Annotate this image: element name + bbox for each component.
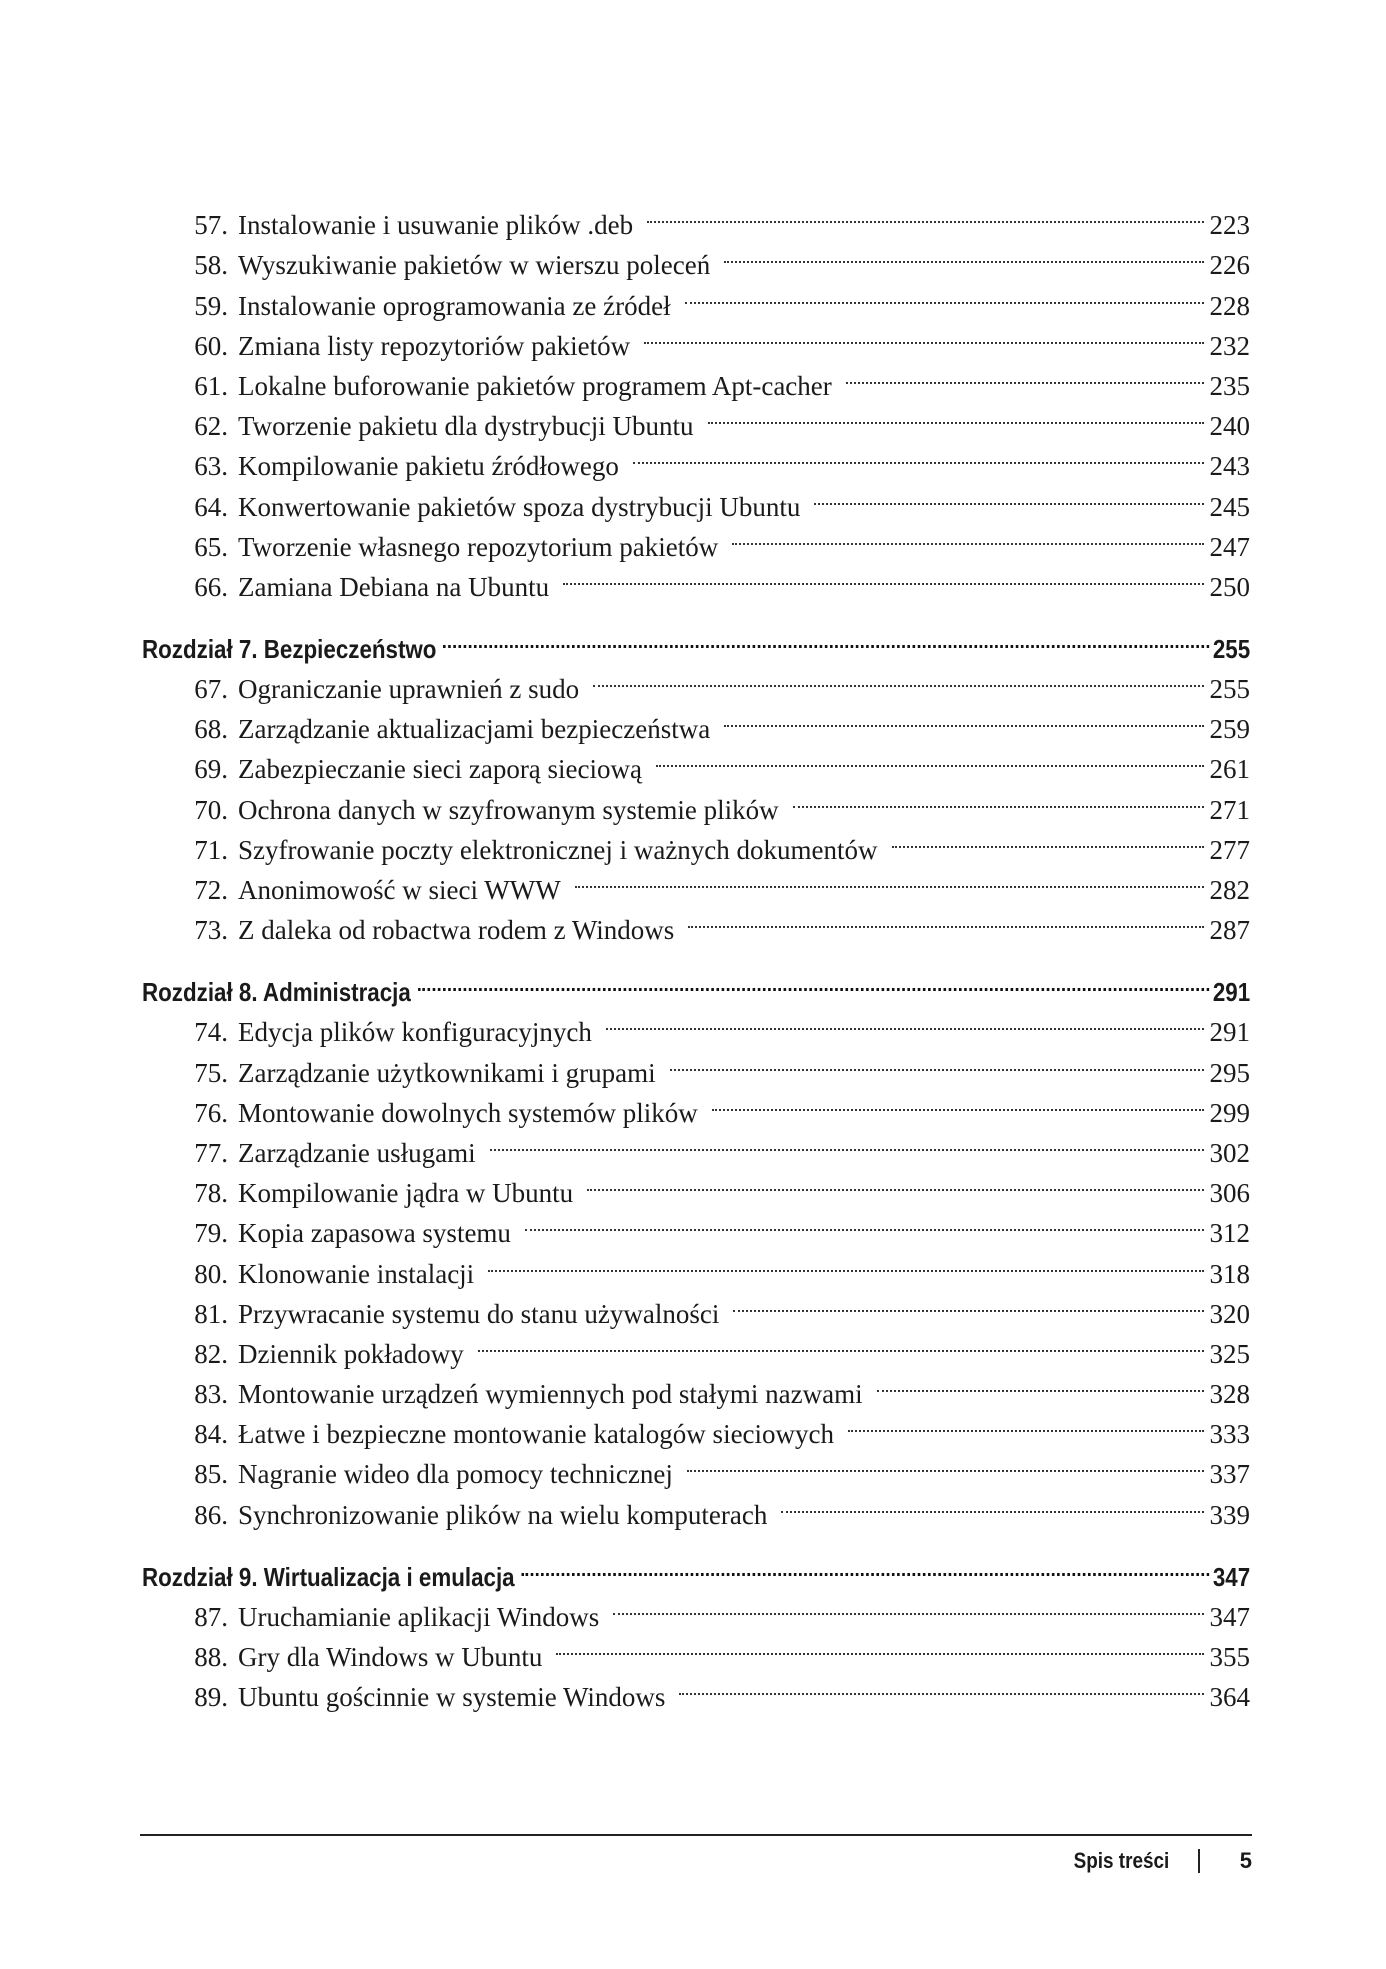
entry-title: Zarządzanie usługami bbox=[238, 1137, 476, 1168]
entry-number: 72. bbox=[194, 875, 228, 905]
table-of-contents bbox=[142, 194, 1251, 1713]
dot-leader bbox=[613, 1586, 1203, 1626]
entry-number: 71. bbox=[194, 834, 228, 865]
dot-leader bbox=[593, 658, 1203, 698]
footer-rule bbox=[140, 1834, 1252, 1836]
entry-number: 66. bbox=[194, 571, 228, 602]
chapter-page: 291 bbox=[1212, 977, 1251, 1008]
chapter-title: Rozdział 9. Wirtualizacja i emulacja bbox=[142, 1561, 515, 1592]
dot-leader bbox=[443, 618, 1209, 658]
entry-page: 355 bbox=[1209, 1642, 1250, 1672]
entry-title: Zarządzanie użytkownikami i grupami bbox=[238, 1057, 656, 1088]
dot-leader bbox=[685, 274, 1204, 314]
entry-title: Szyfrowanie poczty elektronicznej i ważnych dokumentów bbox=[238, 834, 878, 865]
entry-title: Lokalne buforowanie pakietów programem Apt-cacher bbox=[238, 370, 832, 401]
entry-title: Klonowanie instalacji bbox=[238, 1258, 475, 1289]
entry-page: 320 bbox=[1209, 1298, 1250, 1329]
entry-number: 62. bbox=[194, 411, 228, 442]
entry-page: 223 bbox=[1209, 210, 1250, 241]
dot-leader bbox=[478, 1323, 1204, 1363]
entry-page: 250 bbox=[1209, 571, 1250, 602]
entry-page: 287 bbox=[1209, 915, 1250, 946]
entry-page: 247 bbox=[1209, 531, 1250, 562]
entry-number: 88. bbox=[194, 1642, 228, 1672]
chapter-title: Rozdział 8. Administracja bbox=[142, 977, 411, 1008]
entries-group-d bbox=[142, 1586, 1250, 1713]
entry-title: Montowanie urządzeń wymiennych pod stałymi nazwami bbox=[238, 1379, 863, 1410]
dot-leader bbox=[732, 516, 1203, 556]
entry-title: Ograniczanie uprawnień z sudo bbox=[238, 674, 580, 705]
entry-title: Synchronizowanie plików na wielu komputerach bbox=[238, 1499, 768, 1530]
entries-group-c bbox=[142, 1001, 1250, 1530]
entry-title: Ochrona danych w szyfrowanym systemie plików bbox=[238, 794, 779, 825]
dot-leader bbox=[488, 1242, 1203, 1282]
entry-page: 306 bbox=[1209, 1178, 1250, 1209]
entry-number: 82. bbox=[194, 1338, 228, 1369]
dot-leader bbox=[724, 234, 1203, 274]
entry-page: 255 bbox=[1209, 674, 1250, 705]
entry-title: Konwertowanie pakietów spoza dystrybucji Ubuntu bbox=[238, 491, 801, 522]
entry-number: 81. bbox=[194, 1298, 228, 1329]
entry-page: 259 bbox=[1209, 714, 1250, 745]
entries-group-b bbox=[142, 658, 1250, 946]
dot-leader bbox=[644, 315, 1203, 355]
dot-leader bbox=[877, 1363, 1204, 1403]
entry-title: Uruchamianie aplikacji Windows bbox=[238, 1601, 600, 1632]
entry-number: 65. bbox=[194, 531, 228, 562]
dot-leader bbox=[656, 738, 1204, 778]
entry-page: 325 bbox=[1209, 1338, 1250, 1369]
dot-leader bbox=[647, 194, 1203, 234]
dot-leader bbox=[563, 556, 1203, 596]
entry-title: Kompilowanie jądra w Ubuntu bbox=[238, 1178, 574, 1209]
entry-page: 235 bbox=[1209, 370, 1250, 401]
entry-page: 347 bbox=[1209, 1601, 1250, 1632]
entry-number: 85. bbox=[194, 1459, 228, 1490]
chapter-page: 255 bbox=[1212, 633, 1251, 664]
entry-number: 73. bbox=[194, 915, 228, 946]
entry-title: Instalowanie oprogramowania ze źródeł bbox=[238, 290, 671, 321]
entry-number: 63. bbox=[194, 451, 228, 482]
entry-number: 74. bbox=[194, 1017, 228, 1048]
dot-leader bbox=[814, 475, 1203, 515]
entry-page: 282 bbox=[1209, 875, 1250, 905]
entry-page: 232 bbox=[1209, 330, 1250, 361]
entry-number: 75. bbox=[194, 1057, 228, 1088]
entry-number: 64. bbox=[194, 491, 228, 522]
entry-number: 87. bbox=[194, 1601, 228, 1632]
entry-title: Zmiana listy repozytoriów pakietów bbox=[238, 330, 631, 361]
entry-number: 69. bbox=[194, 754, 228, 785]
entry-title: Przywracanie systemu do stanu używalności bbox=[238, 1298, 720, 1329]
entry-page: 339 bbox=[1209, 1499, 1250, 1530]
entry-title: Kompilowanie pakietu źródłowego bbox=[238, 451, 619, 482]
entry-page: 245 bbox=[1209, 491, 1250, 522]
dot-leader bbox=[490, 1122, 1204, 1162]
dot-leader bbox=[708, 395, 1204, 435]
dot-leader bbox=[846, 355, 1204, 395]
entry-number: 77. bbox=[194, 1137, 228, 1168]
entry-title: Wyszukiwanie pakietów w wierszu poleceń bbox=[238, 250, 711, 281]
entry-page: 302 bbox=[1209, 1137, 1250, 1168]
entry-page: 291 bbox=[1209, 1017, 1250, 1048]
entry-number: 80. bbox=[194, 1258, 228, 1289]
dot-leader bbox=[733, 1283, 1203, 1323]
dot-leader bbox=[525, 1202, 1204, 1242]
entry-page: 333 bbox=[1209, 1419, 1250, 1450]
entry-page: 240 bbox=[1209, 411, 1250, 442]
entry-number: 59. bbox=[194, 290, 228, 321]
dot-leader bbox=[679, 1666, 1203, 1706]
entry-title: Z daleka od robactwa rodem z Windows bbox=[238, 915, 675, 946]
entry-page: 337 bbox=[1209, 1459, 1250, 1490]
entry-number: 89. bbox=[194, 1682, 228, 1713]
entry-number: 84. bbox=[194, 1419, 228, 1450]
entry-title: Montowanie dowolnych systemów plików bbox=[238, 1097, 698, 1128]
entry-number: 76. bbox=[194, 1097, 228, 1128]
entry-title: Edycja plików konfiguracyjnych bbox=[238, 1017, 592, 1048]
entry-title: Zamiana Debiana na Ubuntu bbox=[238, 571, 550, 602]
footer-page-number: 5 bbox=[1239, 1848, 1252, 1873]
dot-leader bbox=[670, 1041, 1204, 1081]
dot-leader bbox=[587, 1162, 1203, 1202]
dot-leader bbox=[781, 1483, 1203, 1523]
chapter-title: Rozdział 7. Bezpieczeństwo bbox=[142, 633, 437, 664]
dot-leader bbox=[575, 859, 1204, 899]
dot-leader bbox=[688, 899, 1203, 939]
entry-title: Instalowanie i usuwanie plików .deb bbox=[238, 210, 634, 241]
entry-title: Zabezpieczanie sieci zaporą sieciową bbox=[238, 754, 642, 785]
entry-page: 226 bbox=[1209, 250, 1250, 281]
entry-number: 79. bbox=[194, 1218, 228, 1249]
entry-number: 86. bbox=[194, 1499, 228, 1530]
entry-number: 70. bbox=[194, 794, 228, 825]
dot-leader bbox=[418, 961, 1210, 1001]
entry-title: Anonimowość w sieci WWW bbox=[238, 875, 561, 905]
entry-page: 271 bbox=[1209, 794, 1250, 825]
entry-number: 83. bbox=[194, 1379, 228, 1410]
entry-number: 61. bbox=[194, 370, 228, 401]
chapter-heading-8[interactable] bbox=[142, 961, 1251, 1008]
entry-page: 364 bbox=[1209, 1682, 1250, 1713]
dot-leader bbox=[793, 778, 1204, 818]
entry-page: 243 bbox=[1209, 451, 1250, 482]
dot-leader bbox=[687, 1443, 1204, 1483]
footer-label: Spis treści bbox=[1074, 1848, 1170, 1873]
entry-title: Tworzenie pakietu dla dystrybucji Ubuntu bbox=[238, 411, 694, 442]
entry-title: Gry dla Windows w Ubuntu bbox=[238, 1642, 543, 1672]
entry-page: 318 bbox=[1209, 1258, 1250, 1289]
toc-entry[interactable] bbox=[142, 194, 1250, 241]
dot-leader bbox=[606, 1001, 1204, 1041]
entry-title: Łatwe i bezpieczne montowanie katalogów sieciowych bbox=[238, 1419, 835, 1450]
dot-leader bbox=[724, 698, 1203, 738]
chapter-heading-7[interactable] bbox=[142, 618, 1251, 664]
chapter-heading-9[interactable] bbox=[142, 1546, 1251, 1592]
entry-title: Zarządzanie aktualizacjami bezpieczeństwa bbox=[238, 714, 711, 745]
entries-group-a bbox=[142, 194, 1250, 602]
entry-page: 312 bbox=[1209, 1218, 1250, 1249]
dot-leader bbox=[521, 1546, 1209, 1586]
entry-title: Dziennik pokładowy bbox=[238, 1338, 464, 1369]
entry-title: Kopia zapasowa systemu bbox=[238, 1218, 511, 1249]
entry-number: 60. bbox=[194, 330, 228, 361]
entry-number: 78. bbox=[194, 1178, 228, 1209]
footer-separator bbox=[1198, 1849, 1200, 1873]
dot-leader bbox=[556, 1626, 1203, 1666]
entry-page: 277 bbox=[1209, 834, 1250, 865]
chapter-page: 347 bbox=[1212, 1561, 1251, 1592]
entry-page: 299 bbox=[1209, 1097, 1250, 1128]
entry-page: 228 bbox=[1209, 290, 1250, 321]
entry-number: 58. bbox=[194, 250, 228, 281]
entry-number: 68. bbox=[194, 714, 228, 745]
entry-title: Tworzenie własnego repozytorium pakietów bbox=[238, 531, 719, 562]
dot-leader bbox=[848, 1403, 1203, 1443]
dot-leader bbox=[892, 819, 1204, 859]
entry-page: 261 bbox=[1209, 754, 1250, 785]
dot-leader bbox=[633, 435, 1204, 475]
entry-title: Nagranie wideo dla pomocy technicznej bbox=[238, 1459, 673, 1490]
entry-page: 328 bbox=[1209, 1379, 1250, 1410]
page-footer bbox=[1058, 1848, 1252, 1874]
entry-number: 67. bbox=[194, 674, 228, 705]
dot-leader bbox=[712, 1082, 1204, 1122]
entry-title: Ubuntu gościnnie w systemie Windows bbox=[238, 1682, 666, 1713]
entry-page: 295 bbox=[1209, 1057, 1250, 1088]
entry-number: 57. bbox=[194, 210, 228, 241]
